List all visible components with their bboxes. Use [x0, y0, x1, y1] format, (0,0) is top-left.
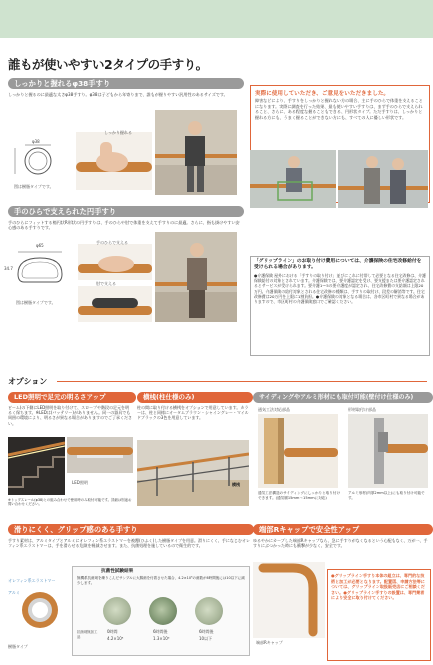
test-col-0h: 0時間 [107, 629, 118, 634]
led-photo-label: LED照明 [72, 480, 88, 485]
test-col-6h-b: 6時間後 [199, 629, 214, 634]
info-box-title: 実際に使用していただき、ご意見をいただきました。 [255, 91, 390, 97]
test-val-2: 1.3×10⁶ [153, 636, 170, 641]
section1-diagram-caption: 図は樹脂タイプです。 [14, 184, 54, 189]
horizontal-bar-heading: 横桟(柱仕様のみ) [137, 392, 253, 403]
round-rail-diagram [10, 135, 70, 185]
horizontal-bar-photo [137, 440, 249, 506]
siding-note-1: 通気工法構造のサイディングにしっかりと取り付けできます。(通気層15mm〜15mmに対応) [258, 491, 341, 500]
dish-0h [103, 597, 131, 625]
test-col-6h-a: 6時間後 [153, 629, 168, 634]
walker-user-photo [250, 150, 336, 208]
info-box-body: 障害などにより、手すりをしっかりと握れない方の場合、主に手のひらで体重を支えることになります。実際に調査を行った結果、最も使いやすい手すりは、まず手のひらで支えられること、さらに、ある程度な握ることもできる、円形状タイプ。ただ手すりは、しっかりと握れる方にも、うまく握ることができない方にも、すべての人に優しい形状です。 [255, 98, 423, 120]
grip-note-title: 「グリップライン」のお取り付け費用については、介護保険の住宅改修給付を受けられる場合があります。 [254, 259, 422, 270]
section2-heading: 手のひらで支えられた円手すり [8, 206, 244, 217]
test-description: 無機系抗菌剤を練りこんだサンプルに大腸菌を付着させた場合、4.2×10⁵の菌数が6時間後には10以下に減少します。 [77, 576, 245, 585]
test-row-label: 抗菌剤無加工品 [77, 630, 98, 639]
palm-photo-label: 手のひらで支える [96, 240, 128, 245]
elderly-man-photo [155, 110, 237, 195]
section2-body: 手のひらにフィットする楕円状R形状の円手すりは、手のひらや肘で体重を支えて手すりのに最適。さらに、指も掛けやすい安心感のある手すりです。 [8, 220, 240, 231]
dish-6h [195, 597, 223, 625]
horizontal-bar-body: 柱の間に取り付ける横桟をオプションで用意しています。カラーは、柱と同様にオータムブラウン・シャイングレー・マイルドブラックの3色を用意しています。 [137, 405, 249, 421]
grip-line-insurance-note [250, 256, 430, 356]
led-stairs-photo [8, 437, 65, 495]
siding-bracket-photo [258, 414, 338, 488]
siding-heading: サイディングやアルミ形材にも取付可能(壁付け仕様のみ) [253, 392, 433, 403]
elbow-support-photo [78, 286, 152, 322]
siding-caption-2: 形材取付け部品 [348, 407, 376, 412]
two-men-photo [338, 150, 428, 208]
aluminum-bracket-photo [348, 414, 428, 488]
page-title: 誰もが使いやすい2タイプの手すり。 [8, 57, 208, 72]
endcap-body: ゆるやかにカーブした端部Rキャップなら、急に手すりがなくなるという心配もなく、万が一、手すりにぶつかった時にも衝撃が少なく、安全です。 [253, 538, 428, 549]
test-val-3: 10以下 [199, 636, 213, 641]
options-divider [57, 381, 427, 382]
resin-rail-cross-section [8, 580, 68, 640]
dim-label-347: 34.7 [4, 266, 13, 271]
test-title: 抗菌性試験結果 [101, 569, 134, 574]
grip-note-body: ●介護保険 屋外における「手すりの取り付け」並びにこれに付帯して必要となる住宅改修は、介護保険給付の対象とされています。介護保険では、要介護認定を受け、要支援または要介護認定されるとサービスが受けられます。要介護1〜5の要介護度が認定され、住宅改修費の支給額は上限20万円。介護保険の給付対象とされる住宅改修の種類は、手すりの取付け、段差の解消等です。住宅改修費は20万円を上限に1割負担。●介護保険の対象となる場合は、各市区町村で異なる場合がありますので、市区町村の介護保険窓口でご確認ください。 [254, 273, 426, 305]
section2-diagram-caption: 図は樹脂タイプです。 [16, 300, 56, 305]
top-band [0, 0, 433, 38]
elastomer-label: オレフィン系エラストマー [8, 578, 56, 583]
palm-support-photo [78, 244, 152, 280]
antislip-heading: 滑りにくく、グリップ感のある手すり [8, 524, 254, 535]
siding-note-2: アルミ形材(肉厚2mm以上)にも取り付け可能です。 [348, 491, 425, 500]
elderly-woman-photo [155, 232, 237, 322]
led-rail-closeup [67, 437, 133, 473]
horizontal-bar-label: 横桟 [232, 482, 240, 487]
installation-warning-box [327, 569, 431, 661]
grip-closeup-photo [76, 132, 152, 190]
elbow-photo-label: 肘で支える [96, 281, 116, 286]
endcap-heading: 端部Rキャップで安全性アップ [253, 524, 433, 535]
dim-label-65: φ65 [36, 243, 44, 248]
dish-control [149, 597, 177, 625]
led-note: ※トップスレール(φ38)との組み合わせで使用時のみ取付可能です。詳細は別途お問い合わせください。 [8, 498, 132, 507]
section1-body: しっかりと握るのに最適な太さφ38手すり。φ38は子どもから年寄りまで、誰もが握りやすい汎用性のあるサイズです。 [8, 92, 228, 97]
resin-type-caption: 樹脂タイプ [8, 644, 28, 649]
dim-label-38: φ38 [32, 139, 40, 144]
siding-caption-1: 通気工法対応部品 [258, 407, 290, 412]
led-heading: LED照明で足元の明るさアップ [8, 392, 136, 403]
grip-photo-label: しっかり握れる [104, 130, 132, 135]
options-title: オプション [8, 377, 48, 386]
installation-warning-text: ●グリップライン手すり本体の組立は、専門的な技術と加工が必要となります。配置図、申請方法等については、グリップライン取扱販売店にご相談ください。●グリップライン手すりの設置は、専門業者により安全に取り付けてください。 [331, 573, 425, 601]
endcap-label: 端部Rキャップ [256, 640, 283, 645]
antibacterial-test-box [72, 566, 250, 656]
antislip-body: 手すり素材は、アルミタイプとアルミにオレフィン系エラストマーを被覆(ひふく)した樹脂タイプを用意。滑りにくく、手になじむオレフィン系エラストマーは、手を滑らせる危険を軽減させます。また、抗菌処理を施しているので衛生的です。 [8, 538, 250, 549]
aluminum-label: アルミ [8, 590, 20, 595]
led-body: ビーム(の下側にLED照明を取り付けて、スロープや階段の足元を明るく保ちます。※LEDは(バッテリー)がありません。同一の器具でも周囲の環境により、明るさが異なる場合がありますのでご了承ください。 [8, 405, 132, 426]
endcap-photo [253, 562, 325, 638]
section1-heading: しっかりと握れるφ38手すり [8, 78, 244, 89]
test-val-1: 4.2×10⁵ [107, 636, 124, 641]
oval-rail-diagram [12, 246, 74, 298]
